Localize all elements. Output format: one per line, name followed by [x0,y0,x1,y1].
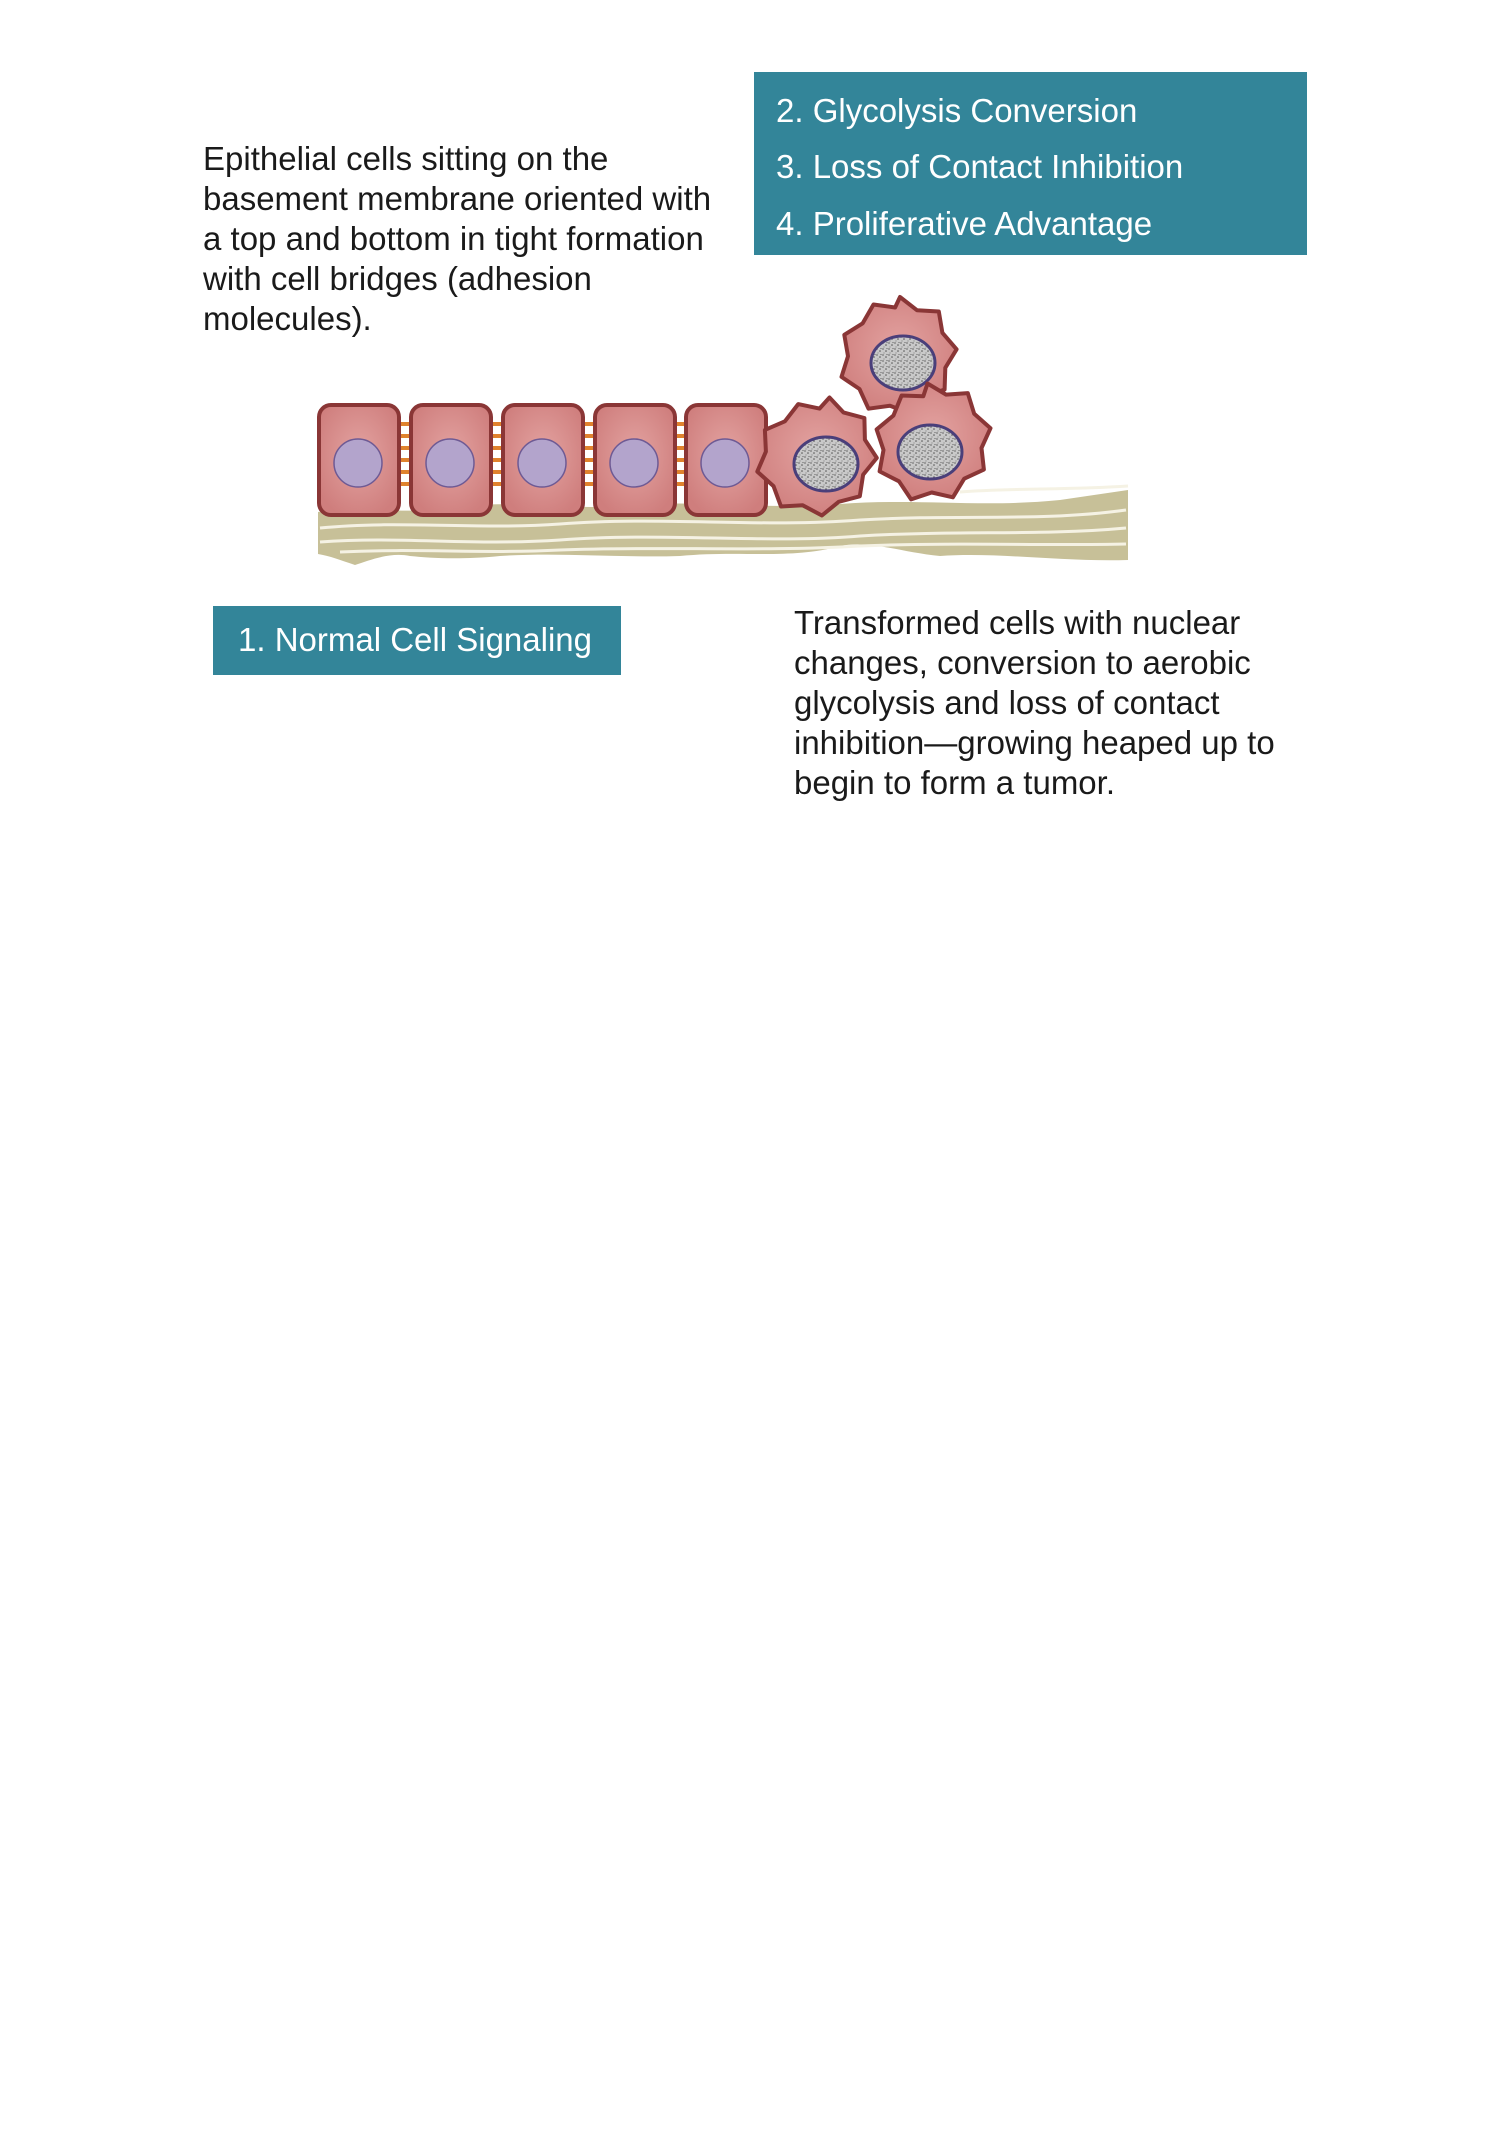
nucleus [701,439,749,487]
normal-signaling-box [213,606,621,675]
normal-cells [319,405,766,515]
nucleus [898,425,962,479]
normal-cell [595,405,675,515]
nucleus [794,437,858,491]
normal-cells-description [203,139,743,339]
normal-cell [411,405,491,515]
nucleus [334,439,382,487]
description-line: inhibition—growing heaped up to [794,724,1275,761]
description-line: a top and bottom in tight formation [203,220,704,257]
normal-cell [503,405,583,515]
nucleus [610,439,658,487]
nucleus [871,336,935,390]
stage-label-proliferative: 4. Proliferative Advantage [776,205,1153,242]
description-line: Epithelial cells sitting on the [203,140,609,177]
stage-label-normal: 1. Normal Cell Signaling [238,621,592,658]
description-line: glycolysis and loss of contact [794,684,1220,721]
description-line: molecules). [203,300,372,337]
description-line: with cell bridges (adhesion [203,260,592,297]
description-line: changes, conversion to aerobic [794,644,1251,681]
description-line: Transformed cells with nuclear [794,604,1241,641]
nucleus [426,439,474,487]
normal-cell [686,405,766,515]
transformed-cells-description [794,603,1354,803]
description-line: begin to form a tumor. [794,764,1115,801]
normal-cell [319,405,399,515]
transformed-cells [757,297,990,516]
description-line: basement membrane oriented with [203,180,712,217]
transformed-cell [757,398,877,516]
nucleus [518,439,566,487]
stage-label-glycolysis: 2. Glycolysis Conversion [776,92,1138,129]
stage-label-contact-inhibition: 3. Loss of Contact Inhibition [776,148,1184,185]
transformed-stages-box [754,72,1307,255]
